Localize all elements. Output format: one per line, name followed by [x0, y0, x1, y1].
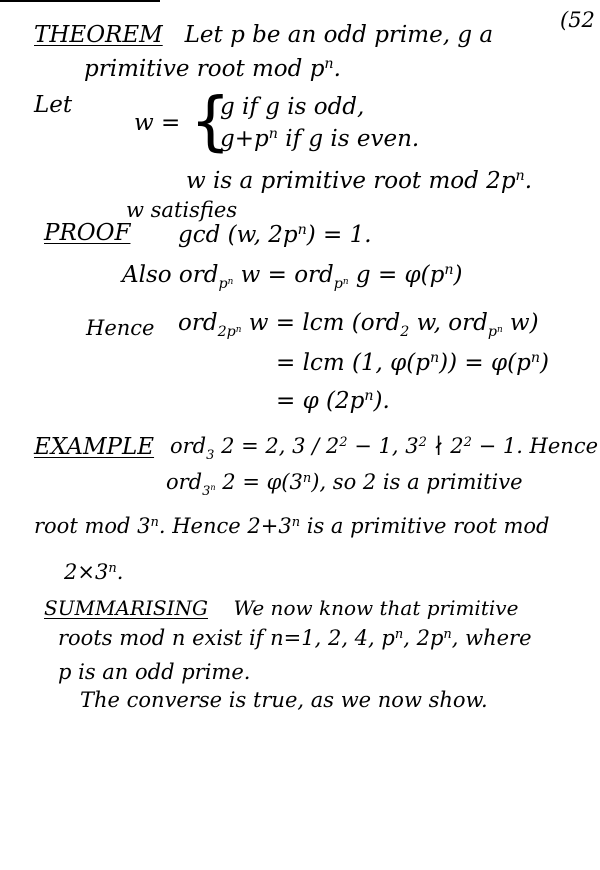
- eq1-sup: n: [429, 350, 440, 367]
- summary-2-sup-2: n: [443, 626, 452, 642]
- proof-gcd: [178, 224, 372, 247]
- ex4-a: 2×3: [64, 560, 109, 584]
- also-end: ): [453, 262, 463, 288]
- ex4-sup: n: [108, 560, 117, 576]
- ex2-b: 2 = φ(3: [215, 470, 303, 494]
- eq1-sup-2: n: [530, 350, 540, 367]
- summary-label: SUMMARISING: [44, 596, 208, 620]
- ex1-b: 2 = 2, 3 / 2: [214, 434, 340, 458]
- also-sub-2-base: p: [333, 276, 343, 293]
- summary-line-3: p is an odd prime.: [58, 660, 251, 684]
- theorem-conclusion: [186, 170, 532, 193]
- summary-2-a: roots mod n exist if n=1, 2, 4, p: [58, 626, 395, 650]
- ex1-sup-2: 2: [418, 434, 427, 450]
- summary-line-2: [58, 628, 532, 649]
- ex1-sup-3: 2: [463, 434, 472, 450]
- ex2-a: ord: [166, 470, 203, 494]
- ex2-c: ), so 2 is a primitive: [311, 470, 523, 494]
- summary-line-4: The converse is true, as we now show.: [80, 688, 488, 712]
- ex1-d: ∤ 2: [426, 434, 464, 458]
- proof-satisfies: w satisfies: [126, 198, 238, 222]
- ex1-e: − 1. Hence: [471, 434, 599, 458]
- ex3-c: is a primitive root mod: [300, 514, 550, 538]
- ex2-sub-sup: n: [210, 483, 216, 493]
- case-even-sup: n: [268, 126, 278, 143]
- ex1-a: ord: [170, 434, 207, 458]
- summary-2-c: , where: [451, 626, 532, 650]
- ex2-sup: n: [302, 470, 312, 486]
- theorem-text-1: Let p be an odd prime, g a: [184, 22, 494, 48]
- eq2-sup: n: [364, 388, 374, 405]
- w-definition: w =: [134, 110, 181, 136]
- theorem-line-2: [84, 58, 341, 81]
- ex3-sup: n: [150, 514, 159, 530]
- case-even-a: g+p: [220, 126, 269, 152]
- ord-sub: [218, 324, 242, 340]
- proof-label: [44, 222, 130, 245]
- also-c: g = φ(p: [348, 262, 445, 288]
- case-even-b: if g is even.: [277, 126, 420, 152]
- eq2-a: = φ (2p: [276, 388, 365, 414]
- ord-sub-2: 2: [400, 324, 410, 341]
- conclusion-end: .: [524, 168, 533, 194]
- ex2-sub: [202, 484, 215, 499]
- proof-hence: Hence: [86, 316, 155, 340]
- ex1-sup-1: 2: [339, 434, 348, 450]
- eq2-end: ).: [373, 388, 390, 414]
- example-line-2: [166, 470, 523, 499]
- gcd-end: ) = 1.: [306, 222, 372, 248]
- also-sub-1: [219, 276, 234, 292]
- eq1-b: )) = φ(p: [439, 350, 531, 376]
- proof-label-text: PROOF: [44, 220, 131, 246]
- theorem-label: THEOREM: [34, 22, 163, 48]
- ex2-sub-base: 3: [202, 483, 211, 499]
- also-a: Also ord: [122, 262, 219, 288]
- theorem-text-2: primitive root mod p: [84, 56, 325, 82]
- proof-eq-1: [276, 352, 549, 375]
- proof-ord: [178, 310, 539, 341]
- page-number: (52: [560, 8, 595, 32]
- ex3-sup-2: n: [291, 514, 301, 530]
- proof-eq-2: [276, 390, 390, 413]
- example-label: [34, 436, 154, 459]
- ord-sub-base: 2p: [217, 324, 236, 341]
- summary-text-1: We now know that primitive: [233, 596, 519, 620]
- ord-c: w, ord: [409, 310, 488, 336]
- also-sub-1-base: p: [218, 276, 228, 293]
- conclusion-a: w is a primitive root mod 2p: [186, 168, 516, 194]
- gcd-sup: n: [297, 222, 307, 239]
- ord-a: ord: [178, 310, 218, 336]
- ord-sub-sup: n: [235, 324, 242, 335]
- summary-line-1: [44, 598, 518, 618]
- top-rule: [0, 0, 160, 2]
- example-line-1: [170, 434, 599, 463]
- ord-sub-3-sup: n: [496, 324, 503, 335]
- let-label: Let: [34, 92, 73, 118]
- theorem-sup: n: [324, 56, 334, 73]
- ex3-a: root mod 3: [34, 514, 151, 538]
- proof-also: [122, 262, 463, 293]
- also-sub-1-sup: n: [227, 276, 234, 287]
- ord-sub-3: [488, 324, 503, 340]
- also-sup: n: [444, 262, 454, 279]
- also-sub-2-sup: n: [342, 276, 349, 287]
- summary-2-b: , 2p: [403, 626, 444, 650]
- example-line-4: [64, 562, 123, 583]
- eq1-end: ): [540, 350, 549, 376]
- example-line-3: [34, 516, 550, 537]
- example-label-text: EXAMPLE: [34, 434, 155, 460]
- ord-d: w): [502, 310, 539, 336]
- cases-brace: {: [190, 85, 231, 159]
- also-b: w = ord: [233, 262, 334, 288]
- ord-b: w = lcm (ord: [241, 310, 401, 336]
- ex3-b: . Hence 2+3: [158, 514, 292, 538]
- conclusion-sup: n: [515, 168, 525, 185]
- theorem-end: .: [333, 56, 341, 82]
- ord-sub-3-base: p: [487, 324, 497, 341]
- ex1-c: − 1, 3: [347, 434, 419, 458]
- case-even: [220, 128, 419, 151]
- ex1-sub: 3: [206, 447, 215, 463]
- summary-2-sup-1: n: [394, 626, 404, 642]
- case-odd: g if g is odd,: [220, 94, 365, 120]
- gcd-a: gcd (w, 2p: [178, 222, 298, 248]
- eq1-a: = lcm (1, φ(p: [276, 350, 430, 376]
- theorem-line-1: [34, 24, 493, 47]
- also-sub-2: [334, 276, 349, 292]
- ex4-b: .: [116, 560, 124, 584]
